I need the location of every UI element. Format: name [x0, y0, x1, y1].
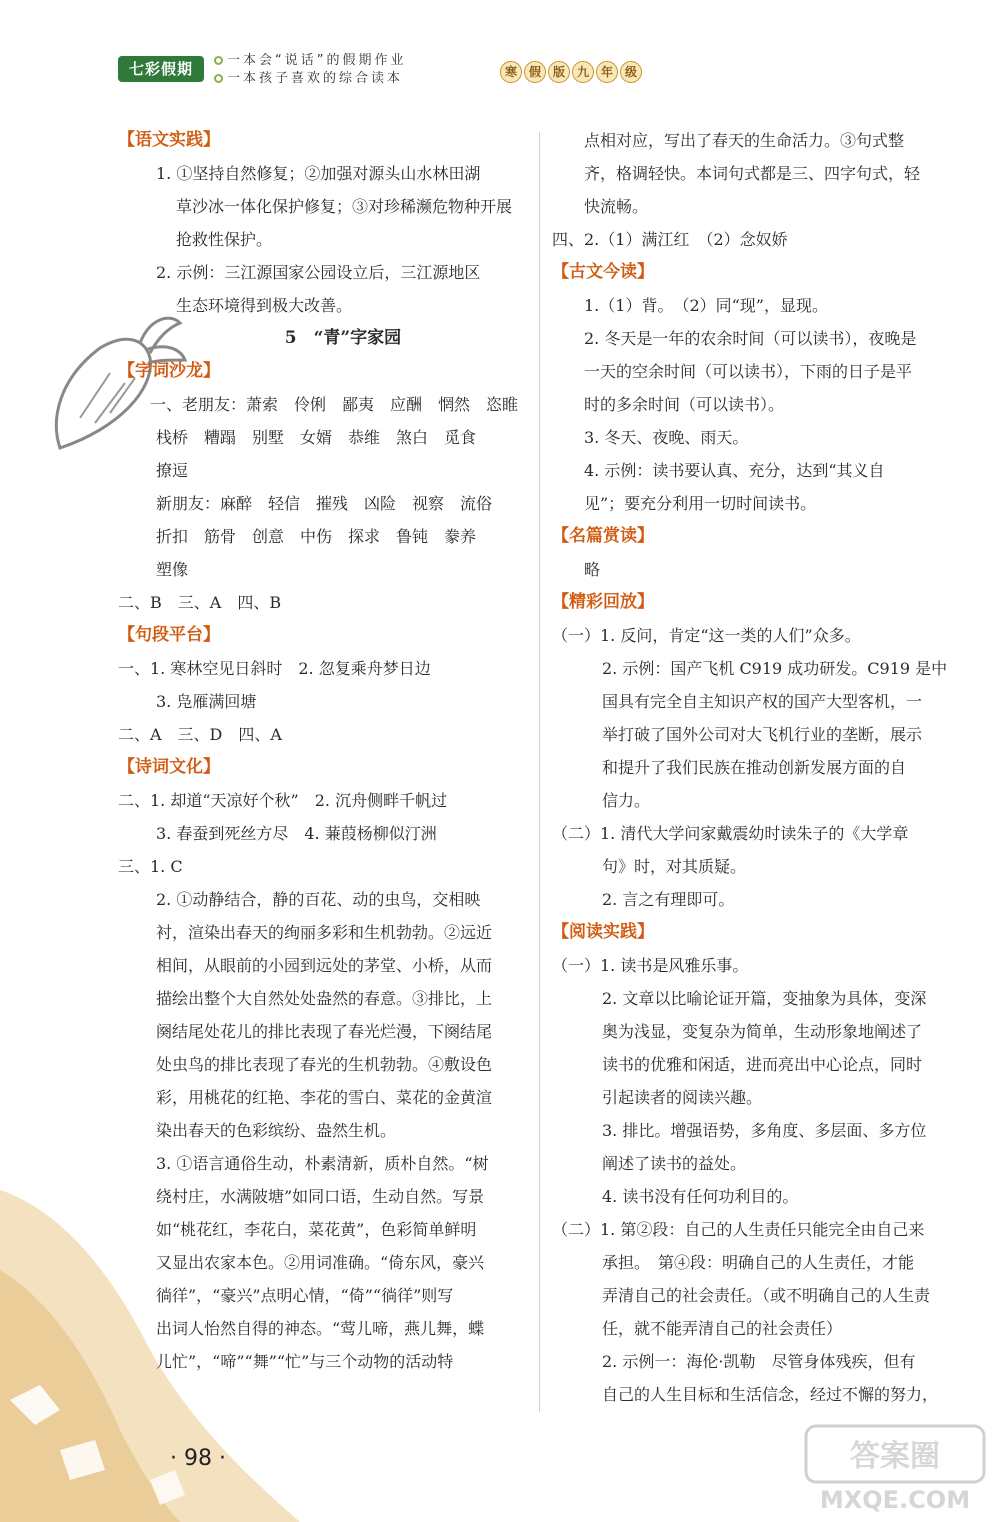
text-line: 绕村庄，水满陂塘”如同口语，生动自然。写景 [156, 1187, 485, 1206]
text-line: （一）1. 反问，肯定“这一类的人们”众多。 [552, 626, 861, 645]
text-line: 快流畅。 [584, 197, 649, 216]
edition-char: 版 [548, 61, 570, 83]
svg-text:MXQE.COM: MXQE.COM [819, 1486, 971, 1514]
text-line: 生态环境得到极大改善。 [176, 296, 353, 315]
section-heading: 【古文今读】 [552, 262, 654, 282]
right-column [552, 124, 966, 1411]
text-line: 撩逗 [156, 461, 189, 480]
text-line: 染出春天的色彩缤纷、盎然生机。 [156, 1121, 397, 1140]
text-line: 阕结尾处花儿的排比表现了春光烂漫，下阕结尾 [156, 1022, 493, 1041]
text-line: 四、2.（1）满江红 （2）念奴娇 [552, 230, 788, 249]
edition-char: 级 [620, 61, 642, 83]
slogan-line-2 [214, 70, 406, 88]
page-number: · 98 · [170, 1446, 226, 1471]
text-line: 2. 言之有理即可。 [602, 890, 735, 909]
text-line: 引起读者的阅读兴趣。 [602, 1088, 763, 1107]
edition-char: 九 [572, 61, 594, 83]
text-line: 信力。 [602, 791, 651, 810]
slogan-1: 一本会“说话”的假期作业 [227, 53, 407, 68]
watermark-logo [800, 1418, 990, 1518]
section-heading: 【语文实践】 [118, 130, 220, 150]
text-line: 出词人怡然自得的神态。“莺儿啼，燕儿舞，蝶 [156, 1319, 485, 1338]
text-line: 3. ①语言通俗生动，朴素清新，质朴自然。“树 [156, 1154, 489, 1173]
text-line: 2. ①动静结合，静的百花、动的虫鸟，交相映 [156, 890, 481, 909]
text-line: 点相对应，写出了春天的生命活力。③句式整 [584, 131, 905, 150]
svg-text:答案圈: 答案圈 [850, 1439, 940, 1474]
text-line: 3. 春蚕到死丝方尽 4. 蒹葭杨柳似汀洲 [156, 824, 437, 843]
text-line: 衬，渲染出春天的绚丽多彩和生机勃勃。②远近 [156, 923, 493, 942]
text-line: 2. 冬天是一年的农余时间（可以读书），夜晚是 [584, 329, 917, 348]
text-line: 4. 示例：读书要认真、充分，达到“其义自 [584, 461, 885, 480]
text-line: 阐述了读书的益处。 [602, 1154, 747, 1173]
text-line: 一、老朋友：萧索 伶俐 鄙夷 应酬 惘然 恣睢 [150, 395, 519, 414]
text-line: 2. 示例：三江源国家公园设立后，三江源地区 [156, 263, 481, 282]
edition-char: 年 [596, 61, 618, 83]
text-line: 一、1. 寒林空见日斜时 2. 忽复乘舟梦日边 [118, 659, 431, 678]
text-line: 2. 示例：国产飞机 C919 成功研发。C919 是中 [602, 659, 948, 678]
text-line: 和提升了我们民族在推动创新发展方面的自 [602, 758, 907, 777]
text-line: 3. 排比。增强语势，多角度、多层面、多方位 [602, 1121, 927, 1140]
bullet-icon [214, 56, 223, 65]
text-line: 见”；要充分利用一切时间读书。 [584, 494, 817, 513]
section-heading: 【诗词文化】 [118, 757, 220, 777]
section-heading: 【精彩回放】 [552, 592, 654, 612]
text-line: 栈桥 糟蹋 别墅 女婿 恭维 煞白 觅食 [156, 428, 477, 447]
text-line: 4. 读书没有任何功利目的。 [602, 1187, 799, 1206]
text-line: 1. ①坚持自然修复；②加强对源头山水林田湖 [156, 164, 481, 183]
text-line: 自己的人生目标和生活信念，经过不懈的努力， [602, 1385, 939, 1404]
text-line: （二）1. 第②段：自己的人生责任只能完全由自己来 [552, 1220, 925, 1239]
left-column [118, 124, 528, 1378]
text-line: 举打破了国外公司对大飞机行业的垄断，展示 [602, 725, 923, 744]
section-heading: 【字词沙龙】 [118, 361, 220, 381]
edition-char: 假 [524, 61, 546, 83]
text-line: 奥为浅显，变复杂为简单，生动形象地阐述了 [602, 1022, 923, 1041]
text-line: 3. 凫雁满回塘 [156, 692, 257, 711]
text-line: 国具有完全自主知识产权的国产大型客机，一 [602, 692, 923, 711]
text-line: 句》时，对其质疑。 [602, 857, 747, 876]
section-heading: 【阅读实践】 [552, 922, 654, 942]
text-line: 处虫鸟的排比表现了春光的生机勃勃。④敷设色 [156, 1055, 493, 1074]
text-line: 略 [584, 560, 601, 579]
text-line: 时的多余时间（可以读书）。 [584, 395, 785, 414]
text-line: 抢救性保护。 [176, 230, 273, 249]
text-line: 草沙冰一体化保护修复；③对珍稀濒危物种开展 [176, 197, 513, 216]
edition-badge [500, 61, 642, 83]
text-line: 塑像 [156, 560, 189, 579]
slogans [214, 52, 406, 88]
text-line: 二、1. 却道“天凉好个秋” 2. 沉舟侧畔千帆过 [118, 791, 448, 810]
text-line: 二、A 三、D 四、A [118, 725, 282, 744]
text-line: 一天的空余时间（可以读书），下雨的日子是平 [584, 362, 913, 381]
text-line: 相间，从眼前的小园到远处的茅堂、小桥，从而 [156, 956, 493, 975]
text-line: （二）1. 清代大学问家戴震幼时读朱子的《大学章 [552, 824, 909, 843]
text-line: 任，就不能弄清自己的社会责任） [602, 1319, 843, 1338]
text-line: 弄清自己的社会责任。（或不明确自己的人生责 [602, 1286, 931, 1305]
text-line: 儿忙”，“啼”“舞”“忙”与三个动物的活动特 [156, 1352, 454, 1371]
text-line: 1.（1）背。 （2）同“现”，显现。 [584, 296, 828, 315]
section-heading: 【句段平台】 [118, 625, 220, 645]
page-header [118, 52, 678, 92]
text-line: 齐，格调轻快。本词句式都是三、四字句式，轻 [584, 164, 921, 183]
text-line: 三、1. C [118, 857, 183, 876]
bullet-icon [214, 74, 223, 83]
edition-char: 寒 [500, 61, 522, 83]
text-line: （一）1. 读书是风雅乐事。 [552, 956, 749, 975]
text-line: 新朋友：麻醉 轻信 摧残 凶险 视察 流俗 [156, 494, 493, 513]
text-line: 读书的优雅和闲适，进而亮出中心论点，同时 [602, 1055, 923, 1074]
text-line: 如“桃花红，李花白，菜花黄”，色彩简单鲜明 [156, 1220, 477, 1239]
column-divider [539, 132, 540, 1412]
text-line: 3. 冬天、夜晚、雨天。 [584, 428, 749, 447]
slogan-line-1 [214, 52, 406, 70]
text-line: 2. 示例一：海伦·凯勒 尽管身体残疾，但有 [602, 1352, 916, 1371]
text-line: 二、B 三、A 四、B [118, 593, 282, 612]
slogan-2: 一本孩子喜欢的综合读本 [227, 71, 404, 86]
section-heading: 【名篇赏读】 [552, 526, 654, 546]
text-line: 徜徉”，“豪兴”点明心情，“倚”“徜徉”则写 [156, 1286, 454, 1305]
text-line: 描绘出整个大自然处处盎然的春意。③排比，上 [156, 989, 493, 1008]
brand-badge: 七彩假期 [118, 56, 204, 82]
lesson-title: 5 “青”字家园 [284, 328, 402, 348]
text-line: 2. 文章以比喻论证开篇，变抽象为具体，变深 [602, 989, 927, 1008]
text-line: 承担。 第④段：明确自己的人生责任，才能 [602, 1253, 915, 1272]
text-line: 彩，用桃花的红艳、李花的雪白、菜花的金黄渲 [156, 1088, 493, 1107]
text-line: 折扣 筋骨 创意 中伤 探求 鲁钝 豢养 [156, 527, 477, 546]
text-line: 又显出农家本色。②用词准确。“倚东风，豪兴 [156, 1253, 485, 1272]
